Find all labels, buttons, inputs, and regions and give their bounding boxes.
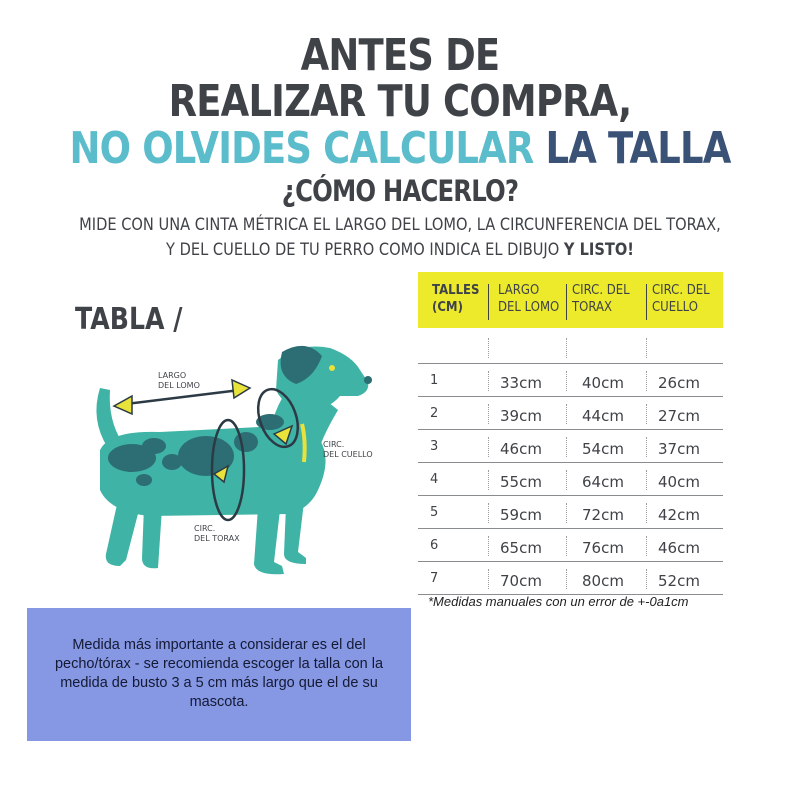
header-talles xyxy=(432,282,479,316)
headline-line-1: ANTES DE xyxy=(300,30,500,81)
size-cell: 3 xyxy=(430,439,439,454)
column-divider xyxy=(566,404,567,424)
footnote: *Medidas manuales con un error de +-0a1cm xyxy=(428,594,689,609)
column-divider xyxy=(646,437,647,457)
instructions-text: Y DEL CUELLO DE TU PERRO COMO INDICA EL DIBUJO xyxy=(166,240,560,260)
circ-torax-cell: 72cm xyxy=(582,506,624,524)
table-row xyxy=(418,530,723,562)
circ-torax-cell: 80cm xyxy=(582,572,624,590)
subheading-how: ¿CÓMO HACERLO? xyxy=(281,174,519,208)
largo-lomo-cell: 70cm xyxy=(500,572,542,590)
table-row xyxy=(418,497,723,529)
header-cuello-line-1: CIRC. DEL xyxy=(652,283,710,298)
label-largo-lomo-line-1: LARGO xyxy=(158,371,187,380)
table-row xyxy=(418,365,723,397)
column-divider xyxy=(646,569,647,589)
row-divider xyxy=(418,396,723,397)
column-divider xyxy=(566,536,567,556)
column-divider xyxy=(646,503,647,523)
tabla-label: TABLA / xyxy=(75,302,183,337)
label-circ-torax-line-2: DEL TORAX xyxy=(194,534,240,543)
column-divider xyxy=(488,536,489,556)
column-divider xyxy=(566,569,567,589)
instructions-listo: Y LISTO! xyxy=(563,240,634,260)
circ-torax-cell: 54cm xyxy=(582,440,624,458)
circ-cuello-cell: 26cm xyxy=(658,374,700,392)
header-cuello-line-2: CUELLO xyxy=(652,300,698,315)
header-circ-cuello xyxy=(652,282,710,316)
column-divider xyxy=(646,371,647,391)
row-divider xyxy=(418,429,723,430)
circ-cuello-cell: 40cm xyxy=(658,473,700,491)
size-cell: 4 xyxy=(430,472,439,487)
instructions-line-2 xyxy=(56,240,744,260)
circ-torax-cell: 44cm xyxy=(582,407,624,425)
table-row xyxy=(418,398,723,430)
header-lomo-line-2: DEL LOMO xyxy=(498,300,560,315)
header-torax-line-1: CIRC. DEL xyxy=(572,283,630,298)
circ-cuello-cell: 37cm xyxy=(658,440,700,458)
largo-lomo-cell: 39cm xyxy=(500,407,542,425)
circ-torax-cell: 40cm xyxy=(582,374,624,392)
table-row-blank xyxy=(418,332,723,364)
size-cell: 5 xyxy=(430,505,439,520)
dog-measurement-illustration xyxy=(70,330,410,590)
largo-lomo-cell: 46cm xyxy=(500,440,542,458)
headline-navy-text: LA TALLA xyxy=(545,123,731,174)
row-divider xyxy=(418,462,723,463)
label-largo-lomo xyxy=(158,371,200,391)
label-largo-lomo-line-2: DEL LOMO xyxy=(158,381,200,390)
table-row xyxy=(418,464,723,496)
header-separator xyxy=(566,284,567,320)
size-table-header xyxy=(418,272,723,328)
column-divider xyxy=(646,404,647,424)
column-divider xyxy=(488,437,489,457)
headline-line-2: REALIZAR TU COMPRA, xyxy=(168,76,632,127)
instructions-line-1: MIDE CON UNA CINTA MÉTRICA EL LARGO DEL LOMO, LA CIRCUNFERENCIA DEL TORAX, xyxy=(79,215,721,235)
circ-cuello-cell: 52cm xyxy=(658,572,700,590)
column-divider xyxy=(488,569,489,589)
header-separator xyxy=(646,284,647,320)
label-circ-cuello-line-2: DEL CUELLO xyxy=(323,450,373,459)
label-circ-cuello-line-1: CIRC. xyxy=(323,440,345,449)
row-divider xyxy=(418,528,723,529)
label-circ-cuello xyxy=(323,440,373,460)
largo-lomo-cell: 65cm xyxy=(500,539,542,557)
circ-cuello-cell: 27cm xyxy=(658,407,700,425)
circ-torax-cell: 64cm xyxy=(582,473,624,491)
recommendation-note xyxy=(27,608,411,741)
size-cell: 6 xyxy=(430,538,439,553)
table-row xyxy=(418,563,723,595)
header-talles-line-2: (CM) xyxy=(432,300,463,315)
size-cell: 1 xyxy=(430,373,439,388)
header-talles-line-1: TALLES xyxy=(432,283,480,298)
header-circ-torax xyxy=(572,282,630,316)
largo-lomo-cell: 55cm xyxy=(500,473,542,491)
column-divider xyxy=(488,404,489,424)
header-lomo-line-1: LARGO xyxy=(498,283,540,298)
circ-cuello-cell: 42cm xyxy=(658,506,700,524)
headline-line-3 xyxy=(64,123,736,174)
largo-lomo-cell: 59cm xyxy=(500,506,542,524)
column-divider xyxy=(566,437,567,457)
row-divider xyxy=(418,561,723,562)
header-largo-lomo xyxy=(498,282,559,316)
column-divider xyxy=(488,503,489,523)
column-divider xyxy=(566,503,567,523)
column-divider xyxy=(488,371,489,391)
largo-lomo-cell: 33cm xyxy=(500,374,542,392)
column-divider xyxy=(488,470,489,490)
label-circ-torax xyxy=(194,524,240,544)
table-row xyxy=(418,431,723,463)
label-circ-torax-line-1: CIRC. xyxy=(194,524,216,533)
column-divider xyxy=(646,536,647,556)
recommendation-text: Medida más importante a considerar es el del pecho/tórax - se recomienda escoger la talla con la medida de busto 3 a 5 cm más largo que el de su mascota. xyxy=(54,637,384,710)
header-torax-line-2: TORAX xyxy=(572,300,613,315)
circ-cuello-cell: 46cm xyxy=(658,539,700,557)
size-cell: 2 xyxy=(430,406,439,421)
size-cell: 7 xyxy=(430,571,439,586)
column-divider xyxy=(566,470,567,490)
circ-torax-cell: 76cm xyxy=(582,539,624,557)
row-divider xyxy=(418,495,723,496)
column-divider xyxy=(566,371,567,391)
column-divider xyxy=(646,470,647,490)
headline-teal-text: NO OLVIDES CALCULAR xyxy=(69,123,534,174)
header-separator xyxy=(488,284,489,320)
